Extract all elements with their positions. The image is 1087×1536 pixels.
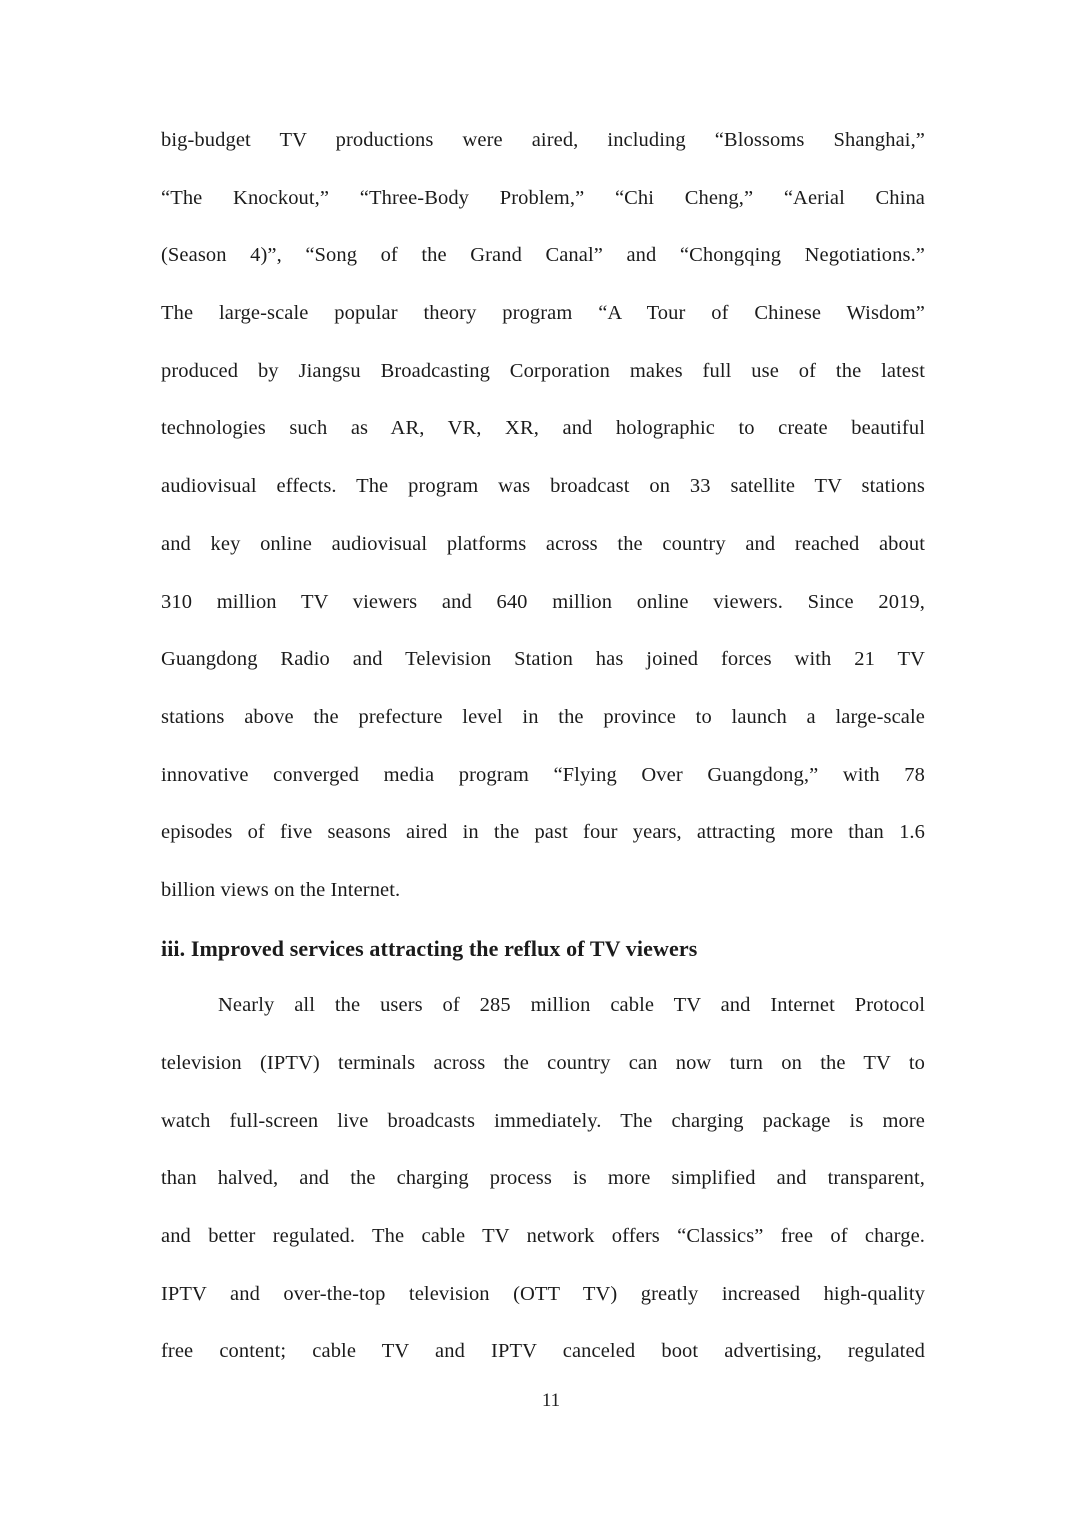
text-line: big-budget TV productions were aired, including “Blossoms Shanghai,” <box>161 129 925 151</box>
section-heading: iii. Improved services attracting the reflux of TV viewers <box>161 935 698 961</box>
text-line: innovative converged media program “Flying Over Guangdong,” with 78 <box>161 763 925 786</box>
text-line: billion views on the Internet. <box>161 878 401 901</box>
text-line: stations above the prefecture level in the province to launch a large-scale <box>161 705 925 728</box>
text-line: and key online audiovisual platforms across the country and reached about <box>161 532 925 555</box>
page-content <box>161 112 925 1381</box>
page-number: 11 <box>541 1390 561 1411</box>
text-line: than halved, and the charging process is more simplified and transparent, <box>161 1167 925 1190</box>
text-line: Guangdong Radio and Television Station has joined forces with 21 TV <box>161 648 925 671</box>
text-line: free content; cable TV and IPTV canceled boot advertising, regulated <box>161 1340 925 1363</box>
text-line: Nearly all the users of 285 million cable TV and Internet Protocol <box>218 994 925 1017</box>
text-line: 310 million TV viewers and 640 million online viewers. Since 2019, <box>161 590 925 613</box>
text-line: produced by Jiangsu Broadcasting Corporation makes full use of the latest <box>161 359 925 382</box>
text-line: technologies such as AR, VR, XR, and holographic to create beautiful <box>161 417 925 440</box>
text-line: and better regulated. The cable TV network offers “Classics” free of charge. <box>161 1225 925 1248</box>
text-line: The large-scale popular theory program “A Tour of Chinese Wisdom” <box>161 302 925 325</box>
paragraph-1 <box>161 112 925 920</box>
text-line: watch full-screen live broadcasts immediately. The charging package is more <box>161 1109 925 1132</box>
paragraph-2 <box>161 977 925 1381</box>
text-line: “The Knockout,” “Three-Body Problem,” “Chi Cheng,” “Aerial China <box>161 186 925 209</box>
text-line: episodes of five seasons aired in the past four years, attracting more than 1.6 <box>161 821 925 844</box>
text-line: (Season 4)”, “Song of the Grand Canal” and “Chongqing Negotiations.” <box>161 244 925 267</box>
text-line: IPTV and over-the-top television (OTT TV) greatly increased high-quality <box>161 1282 925 1305</box>
text-line: audiovisual effects. The program was broadcast on 33 satellite TV stations <box>161 475 925 498</box>
text-line: television (IPTV) terminals across the country can now turn on the TV to <box>161 1052 925 1074</box>
